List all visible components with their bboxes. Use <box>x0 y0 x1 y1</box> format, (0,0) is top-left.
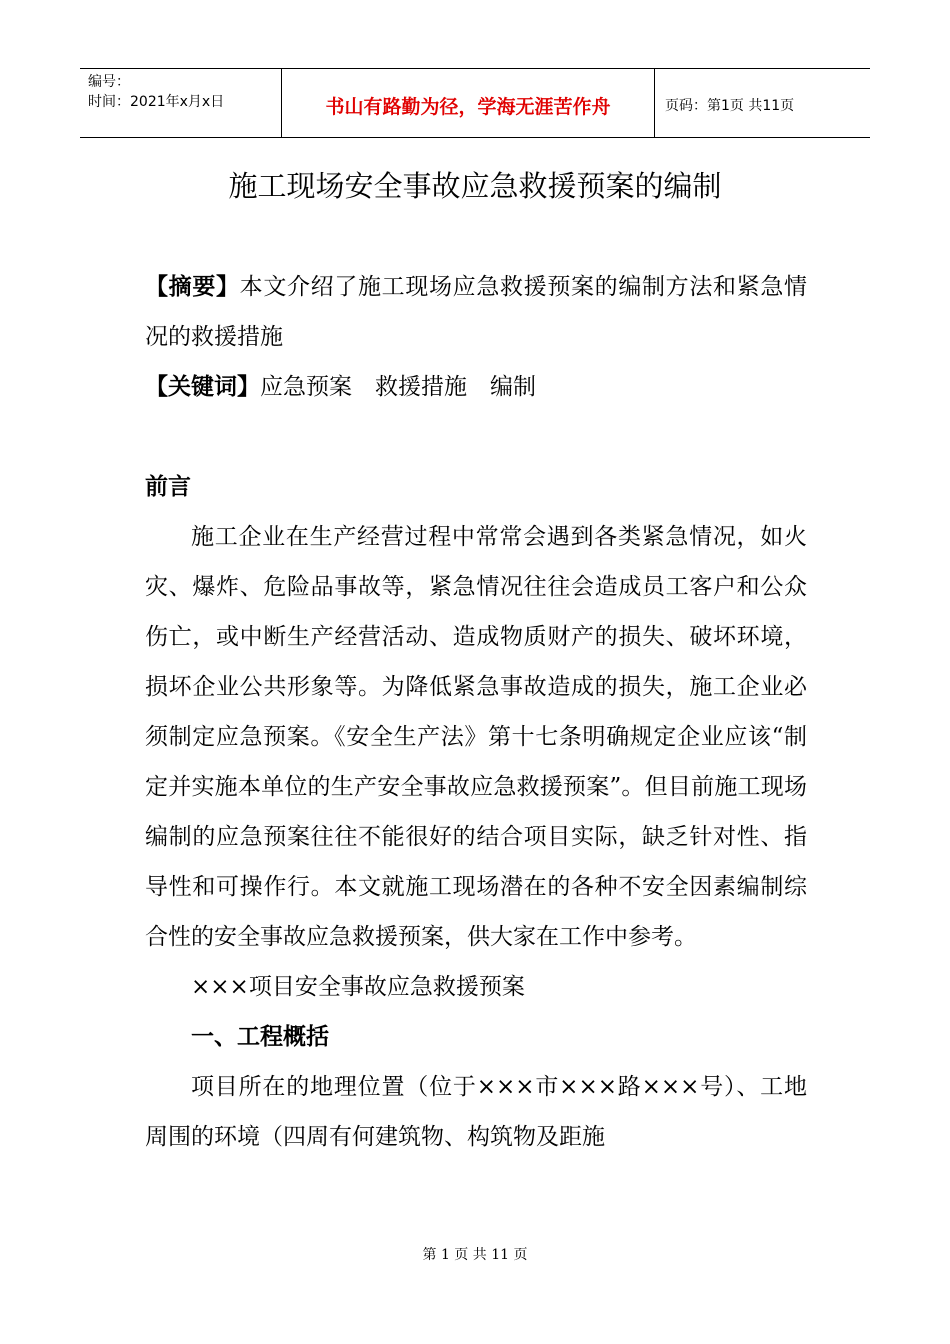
keywords-text: 应急预案 救援措施 编制 <box>260 374 536 400</box>
page-footer: 第 1 页 共 11 页 <box>422 1247 528 1263</box>
header-table <box>80 68 870 138</box>
abstract-text: 本文介绍了施工现场应急救援预案的编制方法和紧急情况的救援措施 <box>145 274 808 350</box>
preface-paragraph: 施工企业在生产经营过程中常常会遇到各类紧急情况，如火灾、爆炸、危险品事故等，紧急情况往往会造成员工客户和公众伤亡，或中断生产经营活动、造成物质财产的损失、破坏环境，损坏企业公共形象等。为降低紧急事故造成的损失，施工企业必须制定应急预案。《安全生产法》第十七条明确规定企业应该“制定并实施本单位的生产安全事故应急救援预案”。但目前施工现场编制的应急预案往往不能很好的结合项目实际，缺乏针对性、指导性和可操作行。本文就施工现场潜在的各种不安全因素编制综合性的安全事故应急救援预案，供大家在工作中参考。 <box>145 524 807 950</box>
document-number-label: 编号： <box>88 74 130 90</box>
section-1-heading: 一、工程概括 <box>191 1024 329 1050</box>
abstract-paragraph <box>145 262 807 362</box>
keywords-label: 【关键词】 <box>145 374 260 400</box>
preface-heading: 前言 <box>145 474 191 500</box>
header-page-info: 页码：第1页 共11页 <box>665 98 795 114</box>
abstract-label: 【摘要】 <box>145 274 240 300</box>
spacer <box>145 412 807 462</box>
header-motto: 书山有路勤为径，学海无涯苦作舟 <box>282 69 655 137</box>
document-title: 施工现场安全事故应急救援预案的编制 <box>228 169 722 203</box>
section-1-paragraph: 项目所在的地理位置（位于×××市×××路×××号）、工地周围的环境（四周有何建筑物、构筑物及距施 <box>145 1074 807 1150</box>
keywords-paragraph <box>145 362 807 412</box>
plan-title: ×××项目安全事故应急救援预案 <box>191 974 525 1000</box>
document-time-label: 时间：2021年x月x日 <box>88 94 225 110</box>
document-body <box>145 262 807 1162</box>
header-meta-cell <box>80 69 282 137</box>
